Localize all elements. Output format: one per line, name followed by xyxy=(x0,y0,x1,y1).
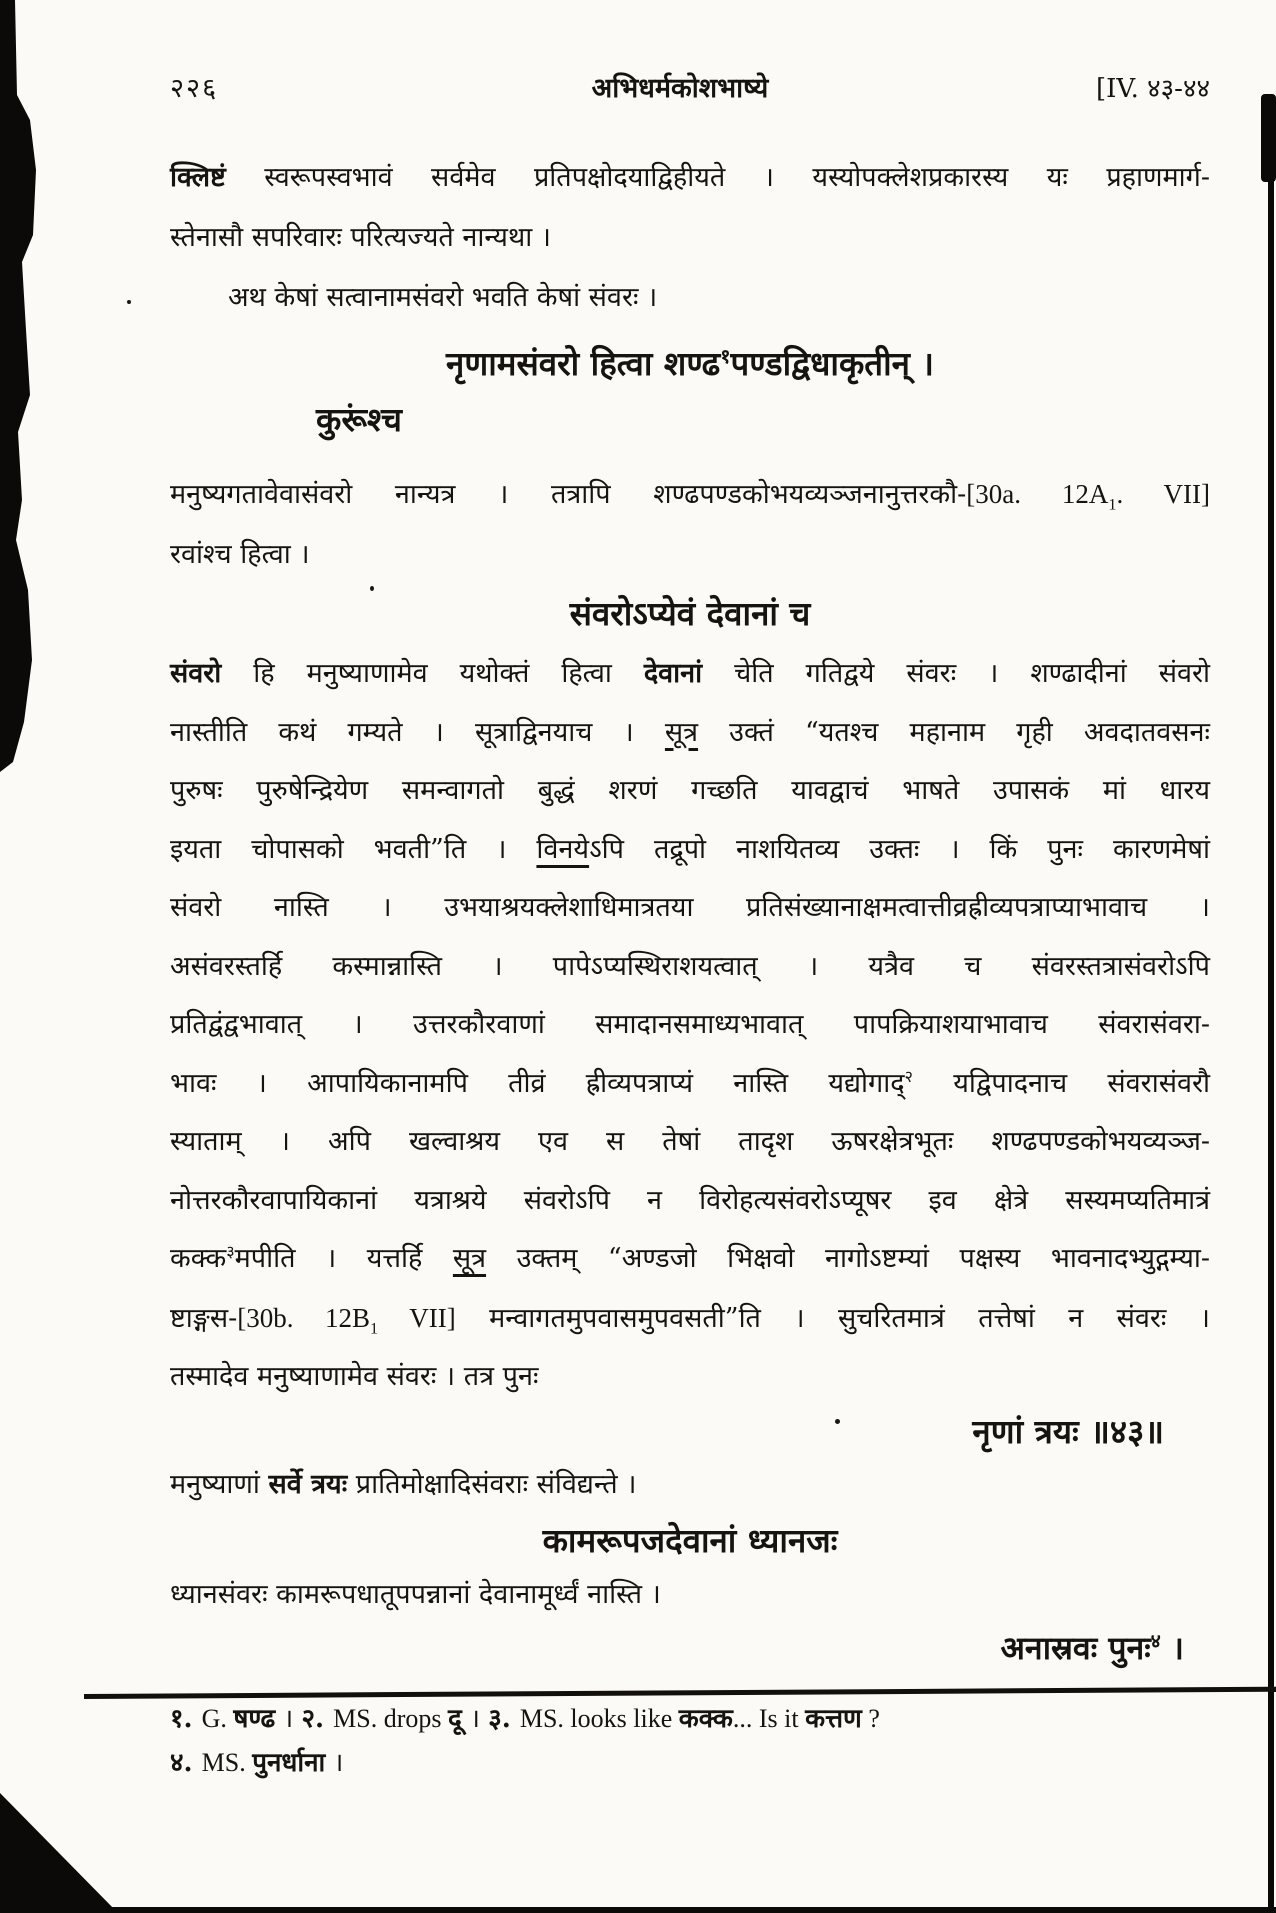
text-segment: उक्तम् “अण्डजो भिक्षवो नागोऽष्टम्यां पक्षस्य भावनादभ्युद्गम्या- xyxy=(486,1243,1210,1274)
text-line xyxy=(170,525,1210,585)
text-line xyxy=(170,704,1210,763)
text-line xyxy=(170,1515,1210,1567)
text-line xyxy=(228,268,1210,328)
text-segment: रवांश्च हित्वा । xyxy=(170,539,310,570)
text-segment: । xyxy=(1160,1628,1184,1667)
karika-line-nrnam-trayah xyxy=(170,1407,1210,1457)
text-segment: ? xyxy=(861,1703,880,1733)
text-segment: दू xyxy=(448,1703,462,1734)
text-segment: G. xyxy=(201,1703,234,1733)
text-segment: MS. xyxy=(201,1747,253,1777)
text-line xyxy=(170,1289,1210,1349)
text-segment: स्तेनासौ सपरिवारः परित्यज्यते नान्यथा । xyxy=(170,222,552,253)
text-segment: । xyxy=(275,1703,302,1734)
text-line xyxy=(170,336,1210,392)
text-segment: देवानां xyxy=(643,658,703,689)
text-segment: ध्यानसंवरः कामरूपधातूपपन्नानां देवानामूर्ध्वं नास्ति । xyxy=(170,1578,661,1610)
text-segment: VII] xyxy=(378,1302,456,1333)
text-line xyxy=(170,762,1210,821)
text-line xyxy=(170,1172,1210,1231)
text-line xyxy=(170,392,1210,448)
text-segment: MS. looks like xyxy=(519,1703,679,1733)
text-segment: सूत्र xyxy=(452,1243,487,1274)
page-content xyxy=(170,0,1210,1785)
text-segment: 1 xyxy=(1108,495,1117,514)
right-edge-line xyxy=(1268,96,1274,1913)
text-segment: ३ xyxy=(226,1242,235,1261)
text-segment: इयता चोपासको भवती”ति । xyxy=(170,833,537,865)
text-segment: भावः । आपायिकानामपि तीव्रं ह्रीव्यपत्राप्यं नास्ति यद्योगाद् xyxy=(170,1067,905,1099)
text-line xyxy=(170,1457,1210,1513)
text-segment: प्रातिमोक्षादिसंवराः संविद्यन्ते । xyxy=(347,1468,637,1500)
text-segment: नोत्तरकौरवापायिकानां यत्राश्रये संवरोऽपि न विरोहत्यसंवरोऽप्यूषर इव क्षेत्रे सस्यमप्यतिमात्रं xyxy=(170,1184,1210,1216)
paragraph-manushyagata xyxy=(170,464,1210,585)
text-line xyxy=(170,1113,1210,1172)
text-line xyxy=(170,1348,1210,1407)
text-segment: विनये xyxy=(536,833,590,865)
text-line xyxy=(170,1741,1210,1785)
text-segment: चेति गतिद्वये संवरः । शण्ढादीनां संवरो xyxy=(702,658,1210,689)
text-segment: कामरूपजदेवानां ध्यानजः xyxy=(542,1520,838,1560)
ink-speck xyxy=(127,300,131,304)
page-title: अभिधर्मकोशभाष्ये xyxy=(591,73,769,104)
text-segment: . VII] xyxy=(1116,479,1210,509)
paragraph-dhyanasamvara xyxy=(170,1567,1210,1623)
bottom-left-corner-artifact xyxy=(0,1793,118,1913)
text-segment: पुरुषः पुरुषेन्द्रियेण समन्वागतो बुद्धं शरणं गच्छति यावद्वाचं भाषते उपासकं मां धारय xyxy=(170,775,1210,806)
text-segment: नास्तीति कथं गम्यते । सूत्राद्विनयाच । xyxy=(170,716,665,748)
text-line xyxy=(170,996,1210,1055)
text-line xyxy=(170,464,1210,525)
left-edge-artifact xyxy=(0,0,36,772)
text-segment: । xyxy=(461,1703,489,1734)
text-line xyxy=(170,879,1210,938)
text-segment: कक्क xyxy=(678,1703,733,1734)
text-segment: पुनर्धाना xyxy=(252,1747,326,1778)
text-line xyxy=(170,1623,1184,1673)
footnotes xyxy=(170,1697,1210,1785)
running-header xyxy=(170,70,1210,108)
karika-line-anasravah xyxy=(170,1623,1210,1673)
text-line xyxy=(170,645,1210,704)
text-segment: १ xyxy=(720,344,731,368)
text-segment: । xyxy=(325,1747,344,1778)
text-segment: Is it xyxy=(752,1703,806,1733)
karika-line-samvara xyxy=(170,587,1210,641)
text-segment: स्वरूपस्वभावं सर्वमेव प्रतिपक्षोदयाद्विहीयते । यस्योपक्लेशप्रकारस्य यः प्रहाणमार्ग- xyxy=(225,162,1210,193)
karika-line-kamarupaja xyxy=(170,1515,1210,1567)
text-line xyxy=(170,821,1210,880)
text-segment: संवरो नास्ति । उभयाश्रयक्लेशाधिमात्रतया प्रतिसंख्यानाक्षमत्वात्तीव्रह्रीव्यपत्राप्याभावाच । xyxy=(170,892,1210,923)
text-segment: कुरूंश्च xyxy=(316,400,402,439)
text-segment: 1 xyxy=(370,1318,379,1337)
text-segment: [30a. 12A xyxy=(966,479,1109,509)
text-segment: ४ xyxy=(1150,1628,1161,1652)
text-line xyxy=(170,1567,1210,1623)
text-segment: ३. xyxy=(488,1703,520,1734)
text-segment: हि मनुष्याणामेव यथोक्तं हित्वा xyxy=(221,658,644,689)
page-number: २२६ xyxy=(170,73,219,104)
text-segment: [30b. 12B xyxy=(237,1302,371,1333)
text-line xyxy=(170,1055,1210,1114)
text-segment: प्रतिद्वंद्वभावात् । उत्तरकौरवाणां समादानसमाध्यभावात् पापक्रियाशयाभावाच संवरासंवरा- xyxy=(170,1009,1210,1040)
text-segment: पण्डद्विधाकृतीन् । xyxy=(730,344,934,383)
text-segment: कत्तण xyxy=(805,1703,862,1734)
text-segment: ष्टाङ्गस- xyxy=(170,1302,238,1334)
text-line xyxy=(170,1697,1210,1741)
text-segment: यद्विपादनाच संवरासंवरौ xyxy=(912,1067,1211,1099)
paragraph-atha-kesham xyxy=(170,268,1210,328)
text-segment: षण्ढ xyxy=(233,1703,276,1734)
text-segment: ... xyxy=(732,1703,753,1733)
text-line xyxy=(170,1407,1164,1457)
text-segment: मन्वागतमुपवासमुपवसती”ति । सुचरितमात्रं तत्तेषां न संवरः । xyxy=(455,1302,1211,1334)
text-segment: २. xyxy=(301,1703,334,1734)
text-segment: स्याताम् । अपि खल्वाश्रय एव स तेषां तादृश ऊषरक्षेत्रभूतः शण्ढपण्डकोभयव्यञ्ज- xyxy=(170,1126,1210,1157)
text-segment: सूत्र xyxy=(664,716,699,748)
text-segment: नृणां त्रयः ॥४३॥ xyxy=(972,1411,1164,1451)
text-segment: असंवरस्तर्हि कस्मान्नास्ति । पापेऽप्यस्थिराशयत्वात् । यत्रैव च संवरस्तत्रासंवरोऽपि xyxy=(170,950,1210,982)
text-segment: संवरो xyxy=(170,658,222,689)
text-segment: अथ केषां सत्वानामसंवरो भवति केषां संवरः । xyxy=(228,282,658,313)
text-line xyxy=(170,148,1210,208)
text-segment: ऽपि तद्रूपो नाशयितव्य उक्तः । किं पुनः कारणमेषां xyxy=(589,833,1211,865)
right-edge-blob xyxy=(1261,94,1276,182)
paragraph-klishtam xyxy=(170,148,1210,268)
text-line xyxy=(170,938,1210,997)
text-segment: संवरोऽप्येवं देवानां च xyxy=(569,594,811,633)
text-segment: नृणामसंवरो हित्वा शण्ढ xyxy=(446,344,721,383)
bottom-edge-line xyxy=(0,1907,1276,1913)
text-segment: मनुष्यगतावेवासंवरो नान्यत्र । तत्रापि शण्ढपण्डकोभयव्यञ्जनानुत्तरकौ- xyxy=(170,479,967,510)
text-line xyxy=(170,208,1210,268)
text-segment: मपीति । यत्तर्हि xyxy=(234,1243,453,1274)
text-segment: क्लिष्टं xyxy=(170,162,226,193)
text-segment: १. xyxy=(170,1703,202,1734)
chapter-verse-ref: [IV. ४३-४४ xyxy=(1095,74,1210,104)
text-segment: अनास्रवः पुनः xyxy=(1000,1628,1151,1667)
text-segment: ४. xyxy=(170,1747,202,1778)
text-segment: कक्क xyxy=(170,1243,227,1274)
karika-verse-43 xyxy=(170,336,1210,448)
text-line xyxy=(170,587,1210,641)
text-segment: उक्तं “यतश्च महानाम गृही अवदातवसनः xyxy=(698,716,1210,748)
paragraph-manushyanam xyxy=(170,1457,1210,1513)
text-segment: २ xyxy=(904,1066,913,1086)
text-segment: सर्वे त्रयः xyxy=(268,1468,348,1500)
text-line xyxy=(170,1230,1210,1289)
text-segment: मनुष्याणां xyxy=(170,1468,269,1500)
text-segment: तस्मादेव मनुष्याणामेव संवरः । तत्र पुनः xyxy=(170,1361,539,1392)
text-segment: MS. drops xyxy=(333,1703,449,1733)
commentary-main-paragraph xyxy=(170,645,1210,1407)
